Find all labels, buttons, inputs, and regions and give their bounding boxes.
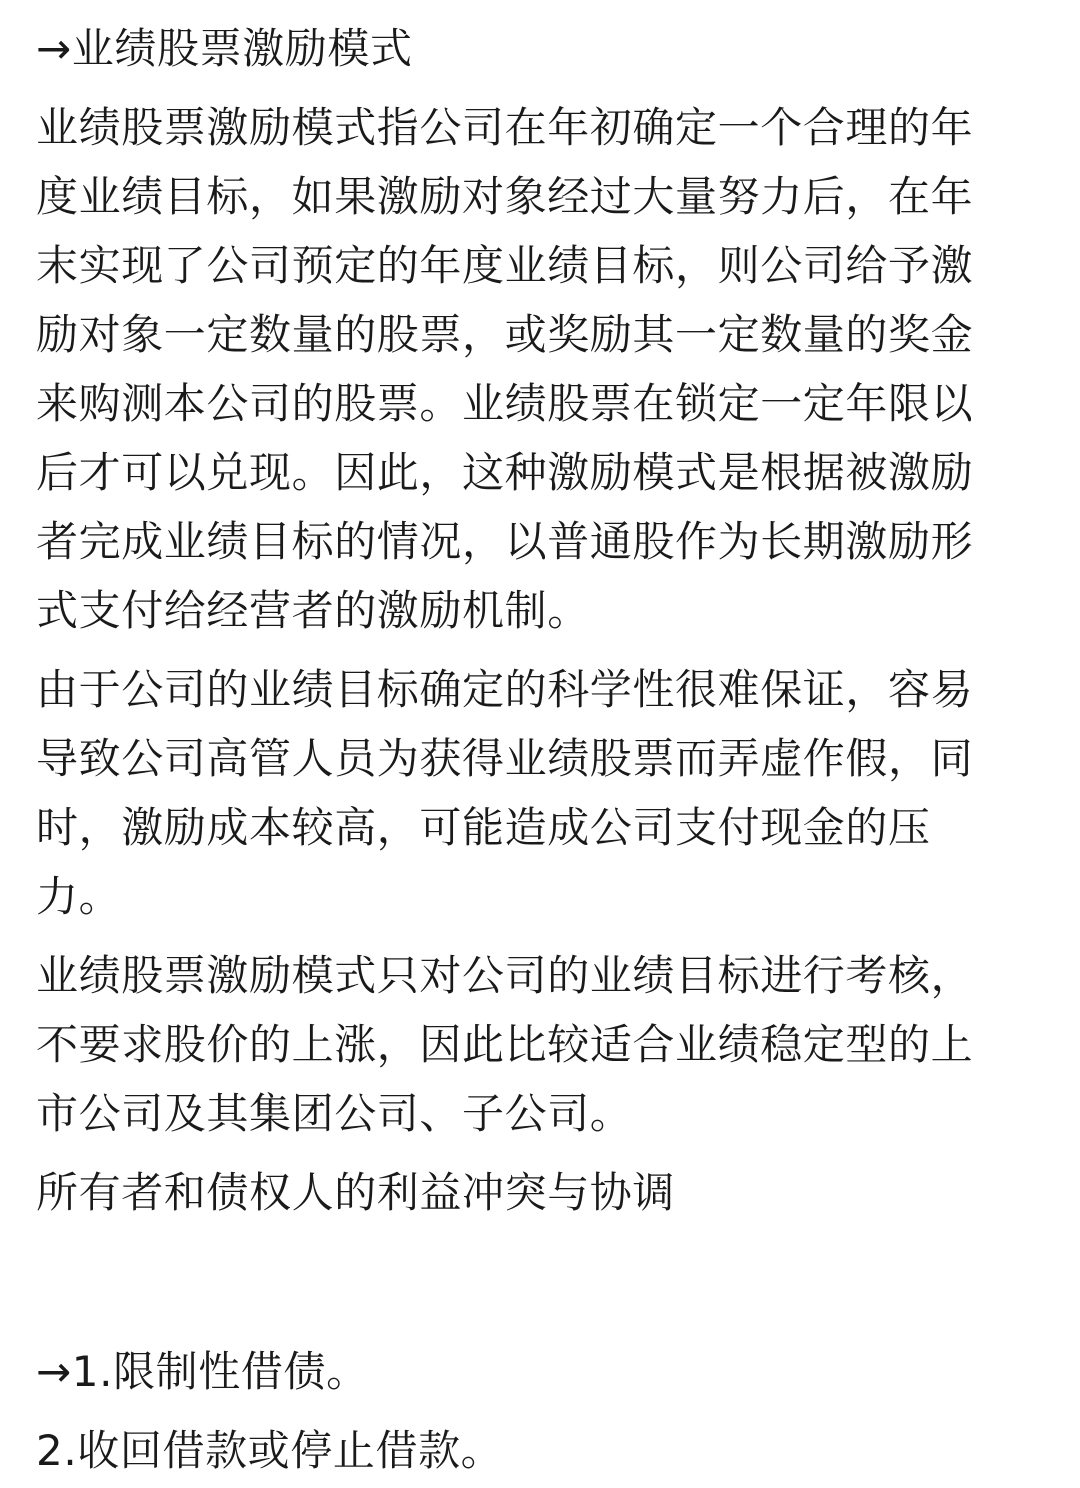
paragraph-line: 业绩股票激励模式只对公司的业绩目标进行考核， (36, 951, 974, 1000)
paragraph-2 (36, 655, 1050, 931)
list-item: 2.收回借款或停止借款。 (36, 1426, 504, 1475)
paragraph-line: 度业绩目标，如果激励对象经过大量努力后，在年 (36, 172, 974, 221)
paragraph-line: 后才可以兑现。因此，这种激励模式是根据被激励 (36, 448, 974, 497)
measures-list (36, 1337, 1050, 1485)
heading: →业绩股票激励模式 (36, 24, 413, 73)
paragraph-line: 时，激励成本较高，可能造成公司支付现金的压 (36, 803, 931, 852)
paragraph-line: 来购测本公司的股票。业绩股票在锁定一定年限以 (36, 379, 974, 428)
paragraph-line: 导致公司高管人员为获得业绩股票而弄虚作假，同 (36, 734, 974, 783)
paragraph-line: 由于公司的业绩目标确定的科学性很难保证，容易 (36, 665, 974, 714)
paragraph-line: 励对象一定数量的股票，或奖励其一定数量的奖金 (36, 310, 974, 359)
section-title: 所有者和债权人的利益冲突与协调 (36, 1168, 676, 1217)
paragraph-line: 力。 (36, 872, 122, 921)
paragraph-1 (36, 93, 1050, 645)
paragraph-line: 者完成业绩目标的情况，以普通股作为长期激励形 (36, 517, 974, 566)
paragraph-line: 末实现了公司预定的年度业绩目标，则公司给予激 (36, 241, 974, 290)
paragraph-line: 业绩股票激励模式指公司在年初确定一个合理的年 (36, 103, 974, 152)
paragraph-line: 不要求股价的上涨，因此比较适合业绩稳定型的上 (36, 1020, 974, 1069)
paragraph-3 (36, 941, 1050, 1148)
list-item: →1.限制性借债。 (36, 1347, 369, 1396)
paragraph-line: 式支付给经营者的激励机制。 (36, 586, 590, 635)
paragraph-line: 市公司及其集团公司、子公司。 (36, 1089, 633, 1138)
